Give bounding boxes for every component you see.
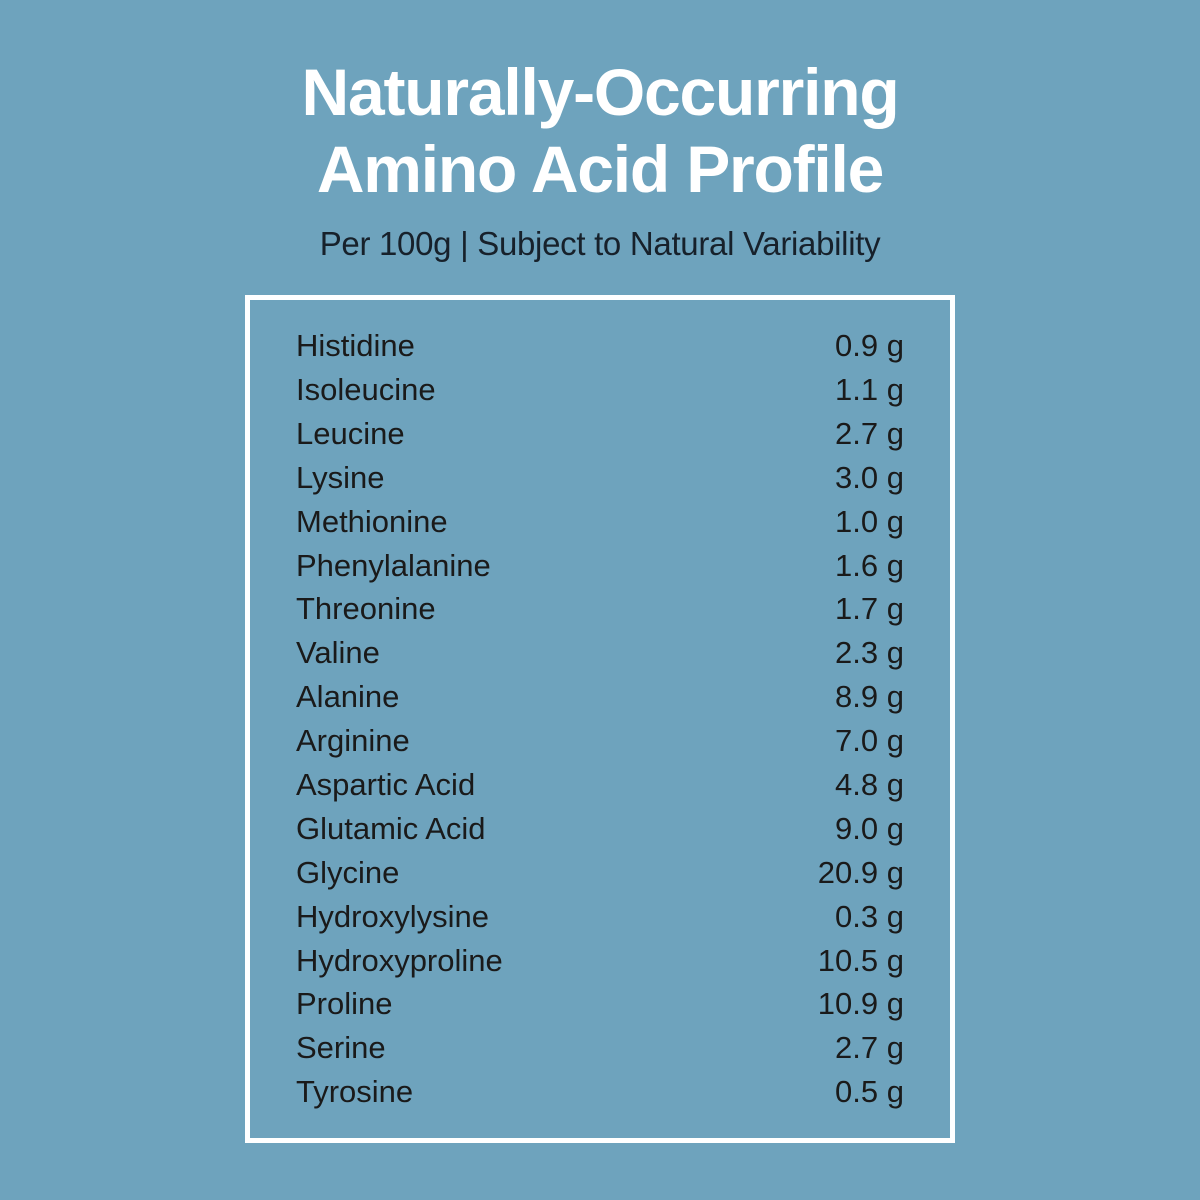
- table-row: [296, 811, 904, 855]
- page-title-line-2: Amino Acid Profile: [316, 131, 884, 206]
- table-row: [296, 943, 904, 987]
- table-row: [296, 679, 904, 723]
- page-subtitle: Per 100g | Subject to Natural Variability: [319, 225, 881, 263]
- amino-acid-name: Glutamic Acid: [296, 810, 486, 846]
- amino-acid-name: Hydroxylysine: [296, 898, 489, 934]
- amino-acid-value: 8.9 g: [835, 679, 904, 715]
- amino-acid-name: Tyrosine: [296, 1074, 414, 1110]
- amino-acid-value: 2.3 g: [835, 635, 904, 671]
- amino-acid-name: Alanine: [296, 679, 400, 715]
- amino-acid-value: 1.6 g: [835, 547, 904, 583]
- amino-acid-value: 10.5 g: [817, 942, 904, 978]
- amino-acid-table: [245, 295, 955, 1143]
- amino-acid-name: Hydroxyproline: [296, 942, 503, 978]
- table-row: [296, 767, 904, 811]
- amino-acid-name: Phenylalanine: [296, 547, 491, 583]
- amino-acid-name: Aspartic Acid: [296, 767, 476, 802]
- amino-acid-name: Valine: [296, 635, 380, 671]
- amino-acid-name: Leucine: [296, 415, 405, 451]
- amino-acid-name: Lysine: [296, 459, 385, 495]
- amino-acid-name: Threonine: [296, 591, 436, 627]
- amino-acid-value: 3.0 g: [835, 459, 904, 495]
- amino-acid-value: 0.3 g: [835, 898, 904, 934]
- amino-acid-value: 2.7 g: [835, 415, 904, 451]
- amino-acid-value: 2.7 g: [835, 1030, 904, 1066]
- table-row: [296, 328, 904, 372]
- table-row: [296, 416, 904, 460]
- amino-acid-value: 1.1 g: [835, 371, 904, 407]
- header-block: [0, 0, 1200, 263]
- page-title-line-1: Naturally-Occurring: [301, 55, 899, 129]
- table-row: [296, 855, 904, 899]
- amino-acid-value: 4.8 g: [835, 767, 904, 802]
- table-row: [296, 504, 904, 548]
- amino-acid-name: Glycine: [296, 854, 400, 890]
- amino-acid-value: 9.0 g: [835, 810, 904, 846]
- amino-acid-name: Arginine: [296, 723, 410, 759]
- amino-acid-name: Histidine: [296, 328, 415, 364]
- amino-acid-name: Methionine: [296, 503, 448, 539]
- amino-acid-value: 0.9 g: [835, 328, 904, 364]
- amino-acid-value: 1.0 g: [835, 503, 904, 539]
- table-row: [296, 591, 904, 635]
- amino-acid-name: Isoleucine: [296, 371, 436, 407]
- table-row: [296, 1030, 904, 1074]
- amino-acid-value: 20.9 g: [817, 854, 904, 890]
- amino-acid-value: 0.5 g: [835, 1074, 904, 1110]
- table-row: [296, 460, 904, 504]
- table-row: [296, 899, 904, 943]
- amino-acid-value: 1.7 g: [835, 591, 904, 627]
- table-row: [296, 723, 904, 767]
- amino-acid-name: Proline: [296, 986, 393, 1022]
- table-row: [296, 1074, 904, 1118]
- table-row: [296, 986, 904, 1030]
- table-row: [296, 635, 904, 679]
- table-row: [296, 372, 904, 416]
- table-row: [296, 548, 904, 592]
- amino-acid-value: 10.9 g: [817, 986, 904, 1022]
- amino-acid-name: Serine: [296, 1030, 386, 1066]
- amino-acid-value: 7.0 g: [835, 723, 904, 759]
